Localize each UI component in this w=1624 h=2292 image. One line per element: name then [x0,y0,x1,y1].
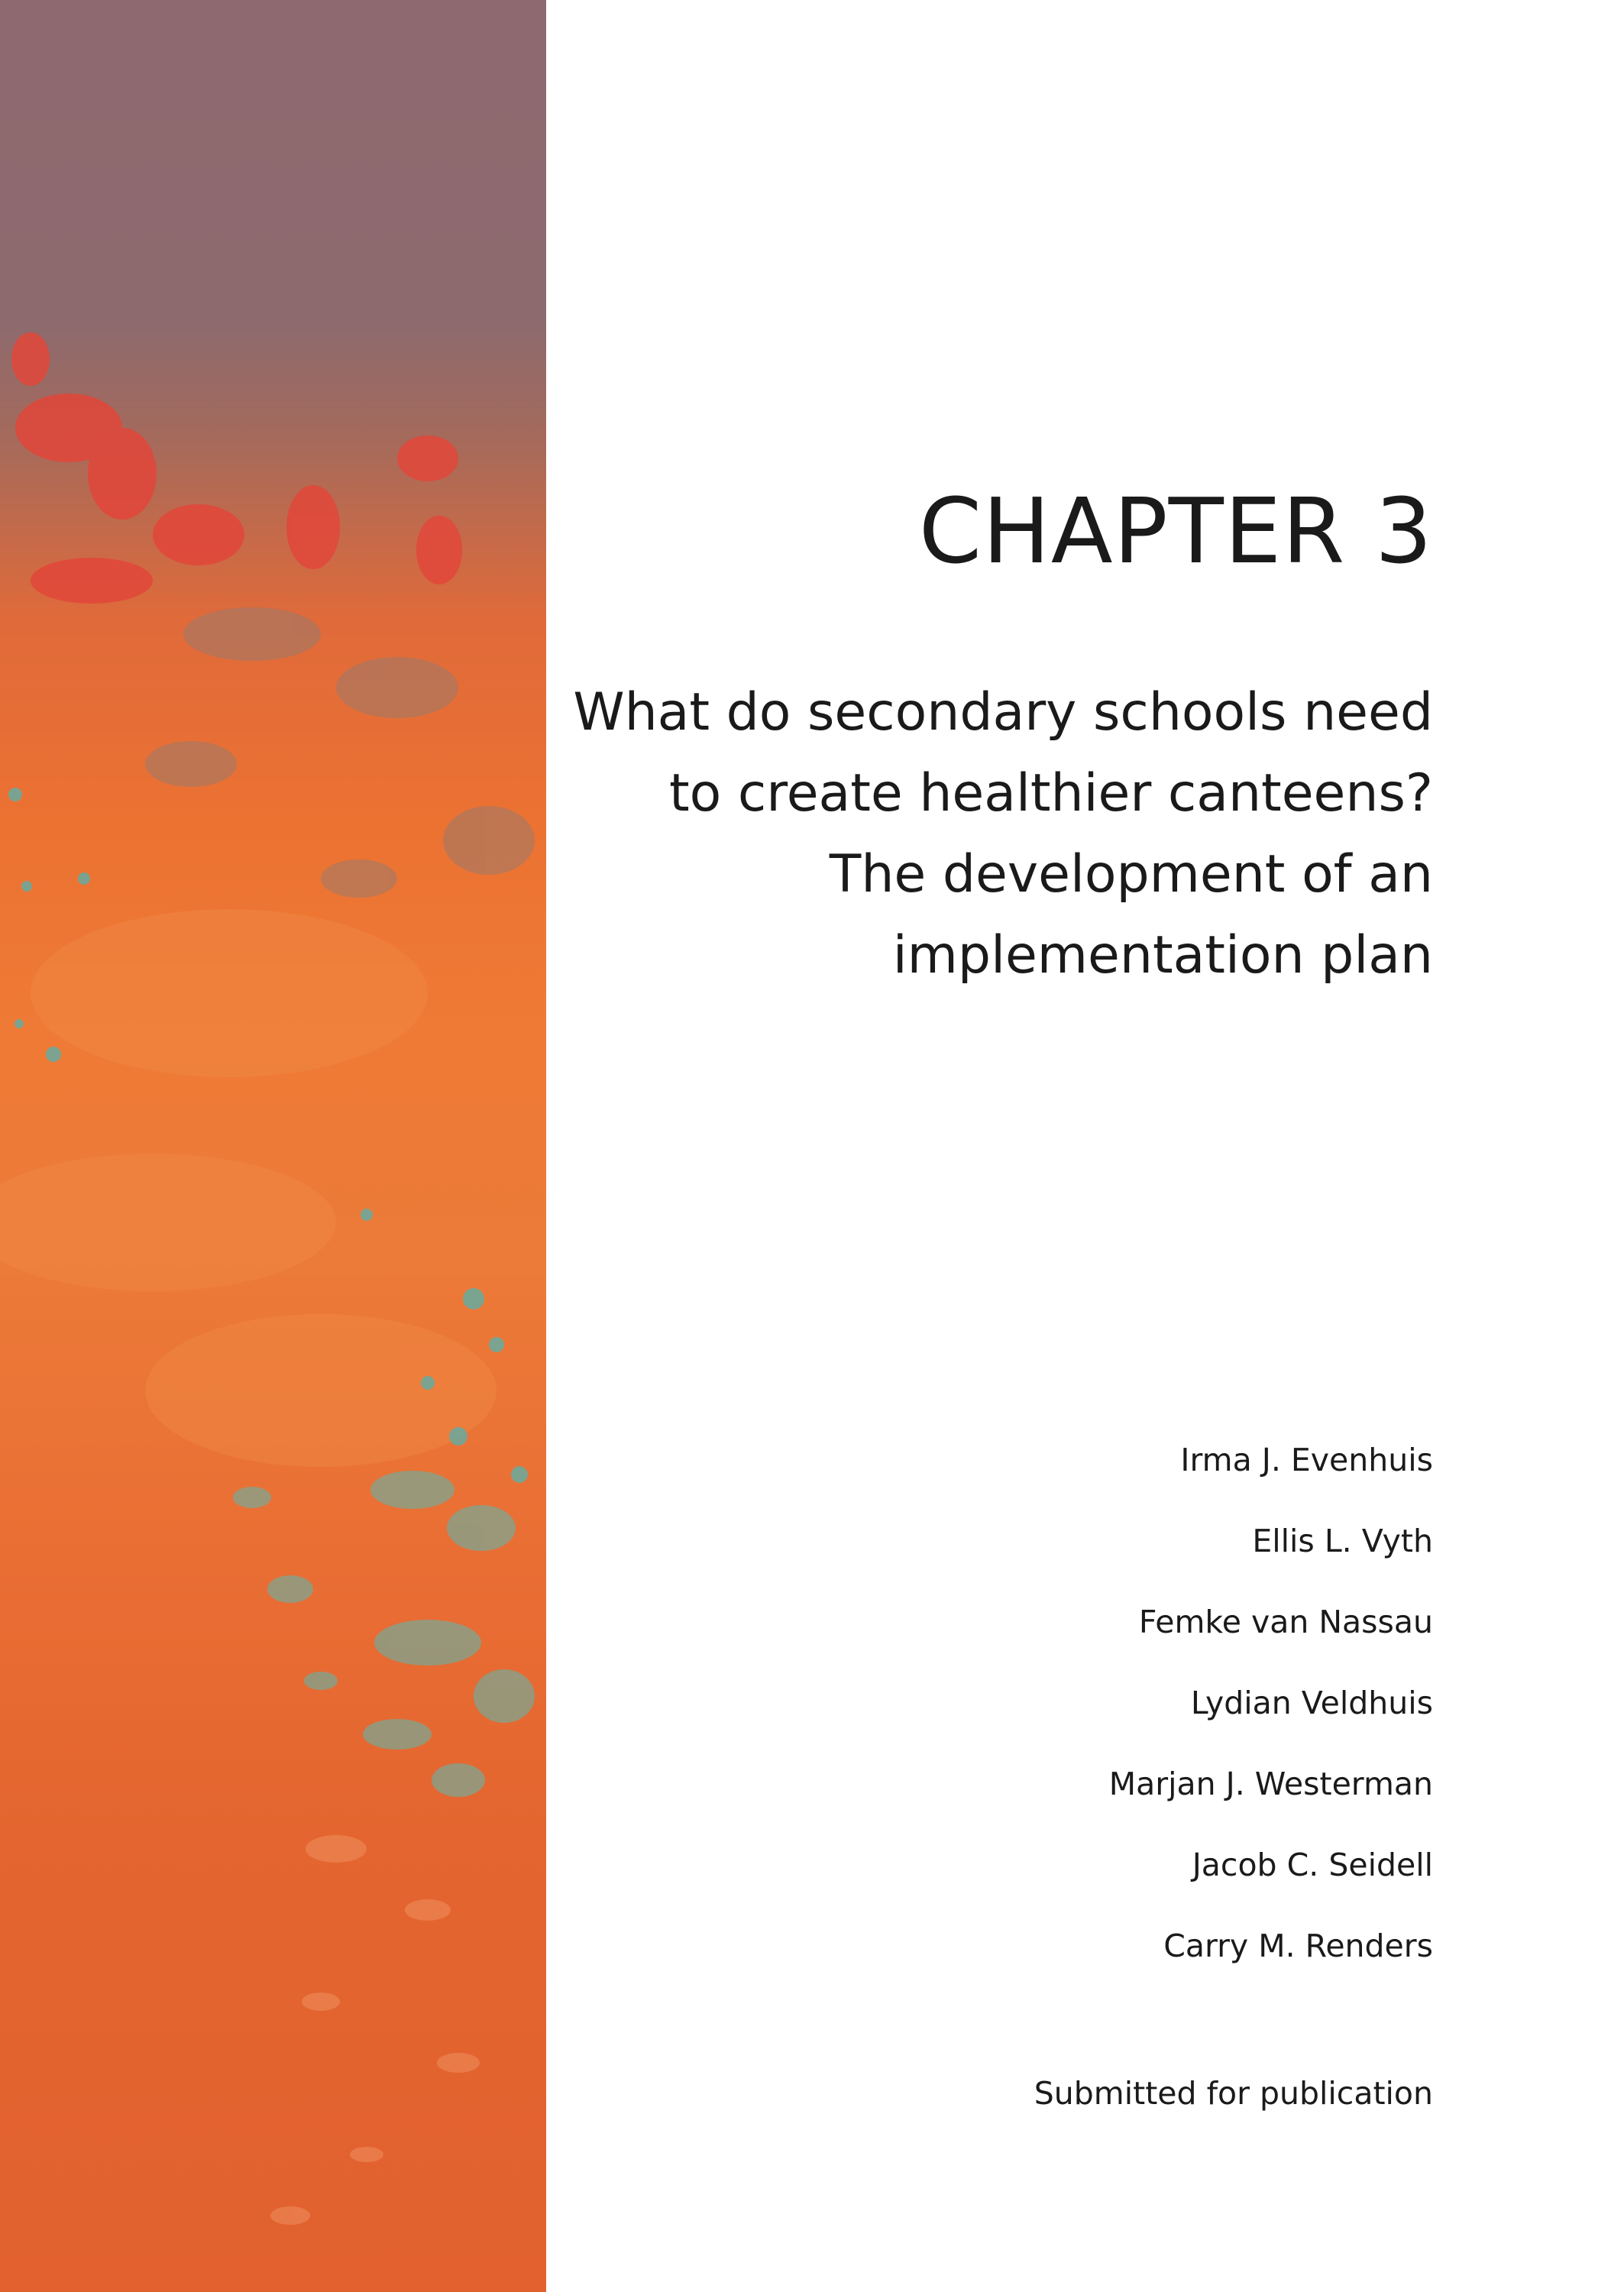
author-name: Ellis L. Vyth [1252,1523,1433,1559]
author-list [1109,1420,1433,1986]
publication-status: Submitted for publication [1034,2075,1433,2112]
author-name: Jacob C. Seidell [1192,1847,1433,1883]
chapter-title-line: The development of an [829,844,1433,905]
chapter-title-line: What do secondary schools need [573,682,1433,743]
chapter-title-line: implementation plan [892,925,1433,986]
author-name: Carry M. Renders [1163,1928,1433,1964]
decorative-art-band [0,0,546,2292]
chapter-title [516,672,1433,996]
author-name: Irma J. Evenhuis [1180,1442,1433,1478]
author-name: Marjan J. Westerman [1108,1766,1433,1802]
chapter-title-line: to create healthier canteens? [668,763,1433,824]
author-name: Lydian Veldhuis [1190,1685,1433,1721]
author-name: Femke van Nassau [1138,1604,1433,1640]
chapter-number-heading: CHAPTER 3 [918,478,1433,584]
abstract-paint-texture [0,0,546,2292]
